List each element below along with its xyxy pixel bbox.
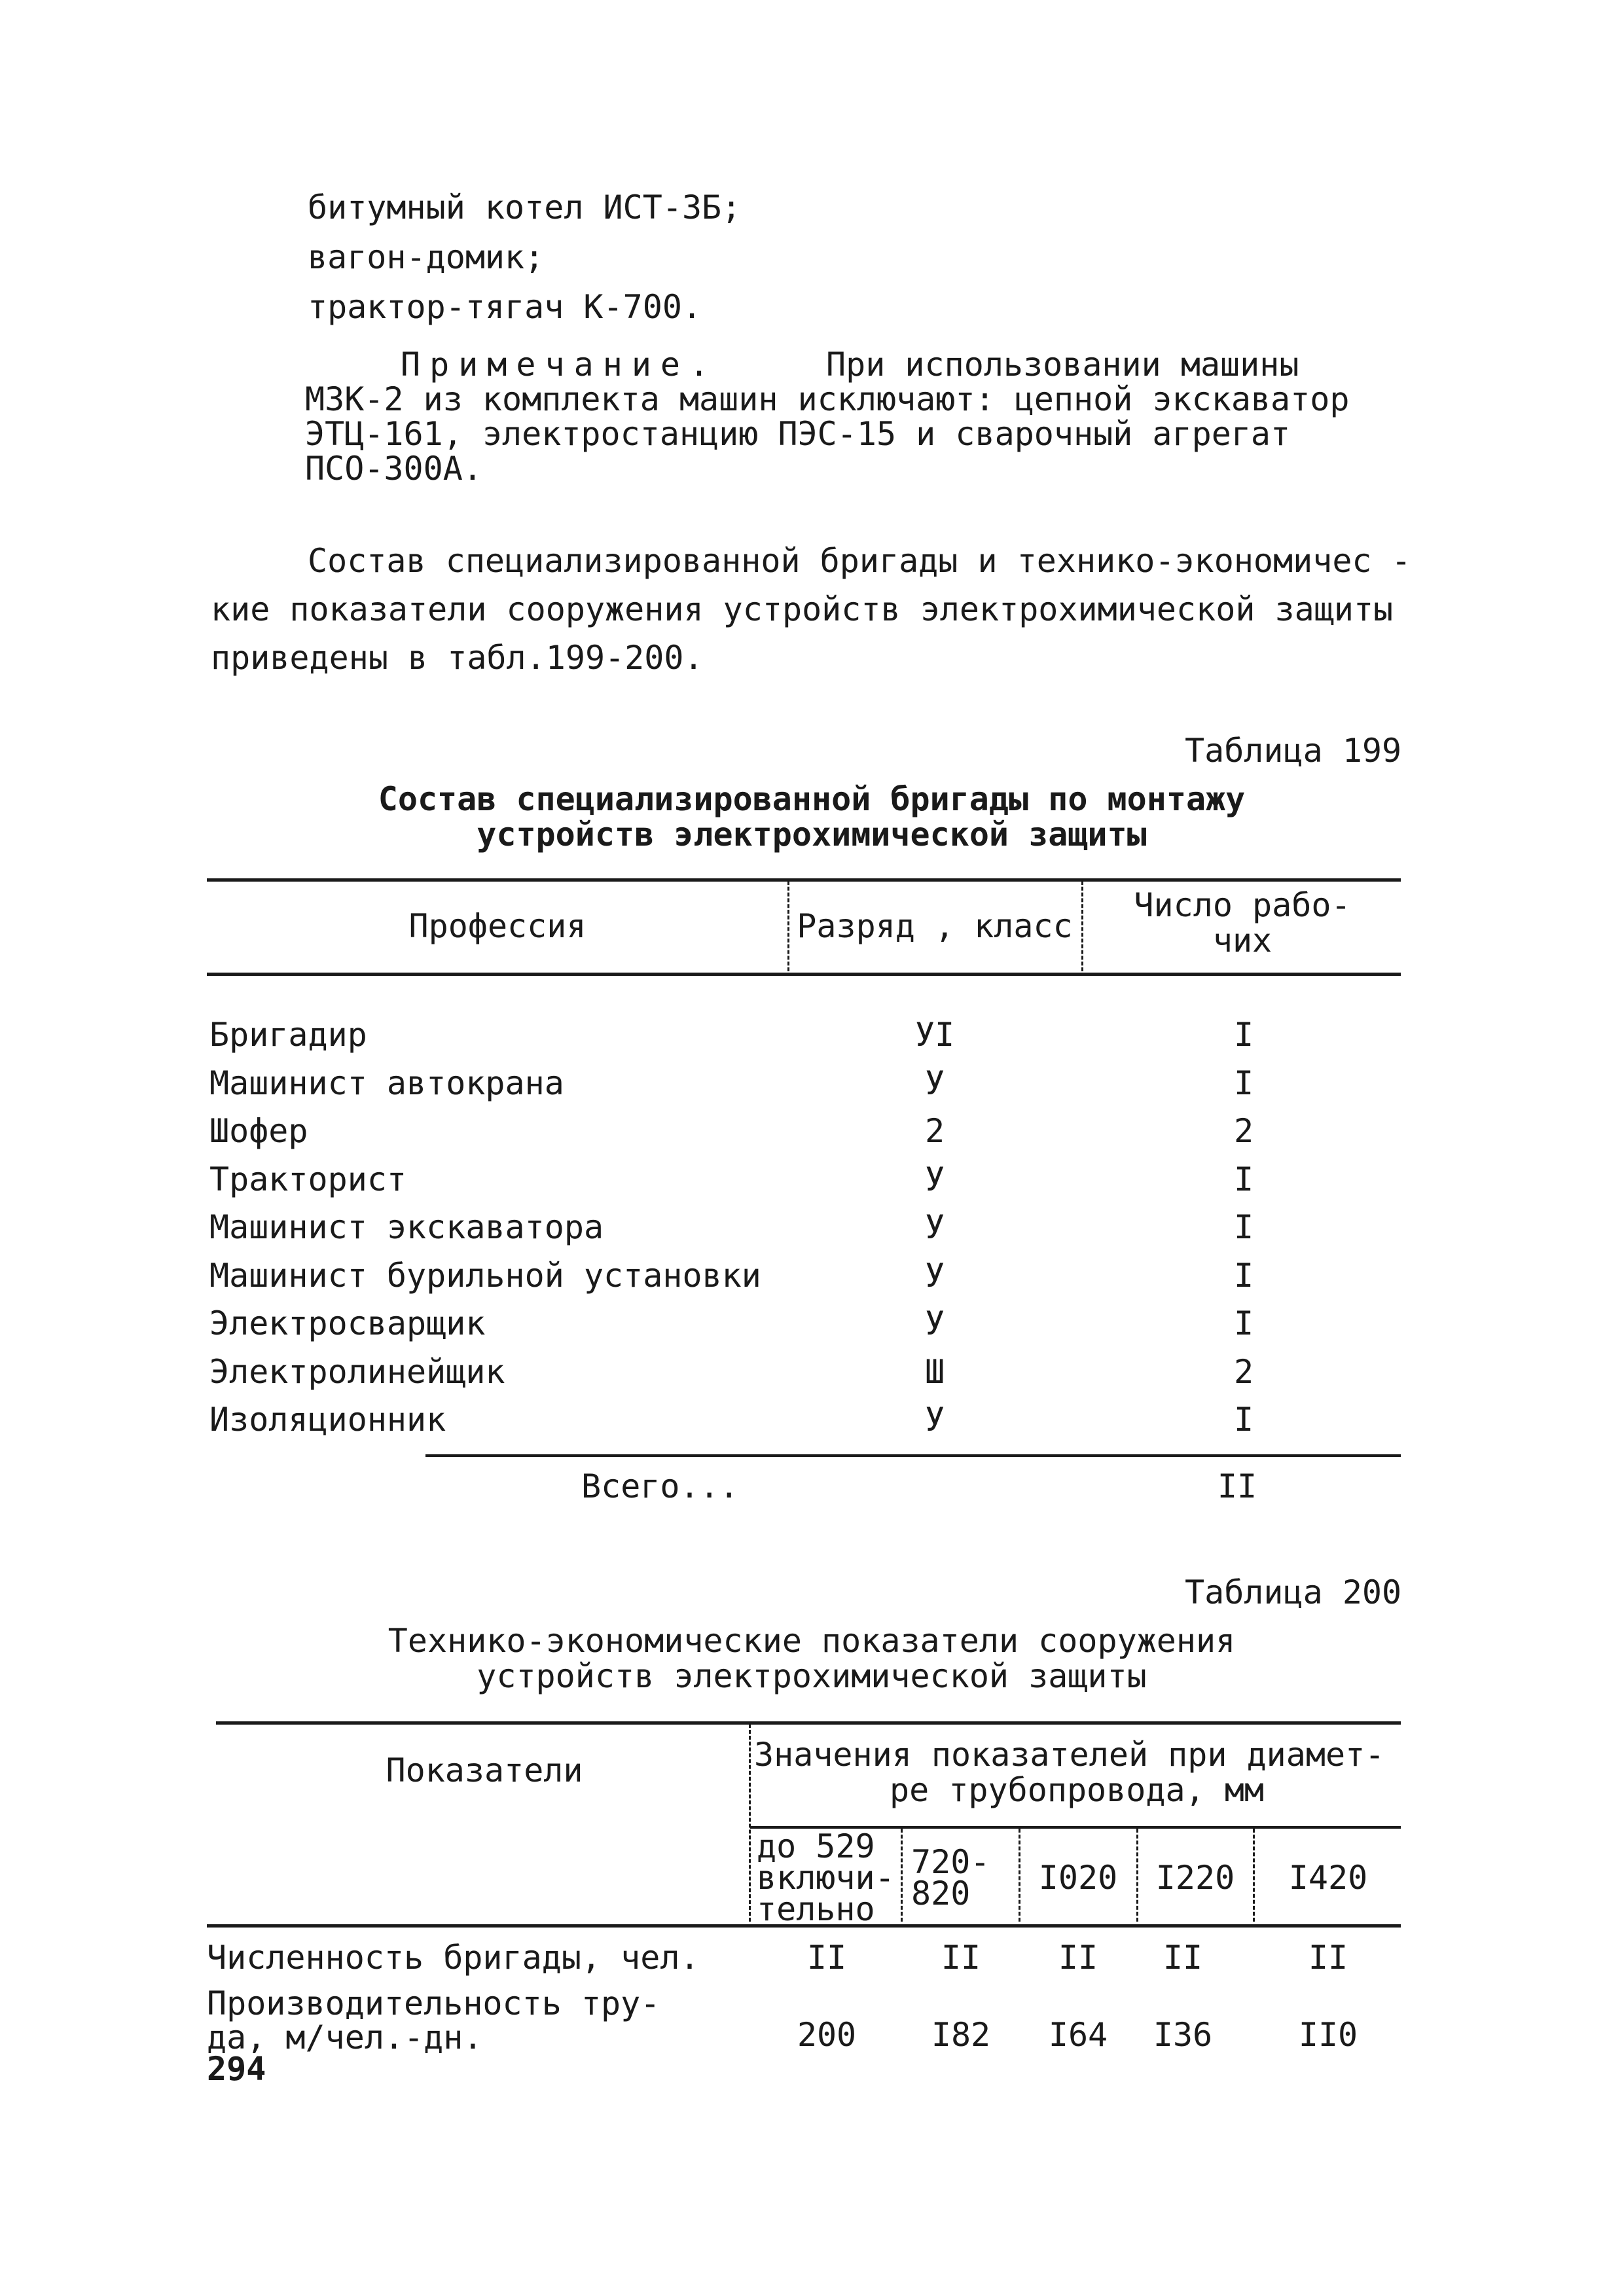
table200-row1-val4: II (1163, 1939, 1203, 1977)
table199-cell-profession: Машинист бурильной установки (209, 1257, 761, 1295)
table199-cell-grade: У (924, 1160, 945, 1198)
table200-col-divider-1 (901, 1829, 903, 1922)
table200-title-line-2: устройств электрохимической защиты (477, 1657, 1147, 1695)
table199-cell-grade: У (924, 1208, 945, 1246)
table200-col4-header: I220 (1155, 1859, 1235, 1897)
table199-header-rule (207, 973, 1401, 976)
table199-cell-grade: У (924, 1401, 945, 1439)
equipment-line-2: вагон-домик; (308, 238, 545, 276)
table199-header-profession: Профессия (408, 907, 586, 945)
table199-cell-grade: 2 (924, 1112, 945, 1150)
table199-cell-workers: I (1233, 1016, 1254, 1054)
table199-col-divider-1 (787, 881, 789, 971)
table200-title-line-1: Технико-экономические показатели сооружения (388, 1622, 1236, 1660)
table199-cell-profession: Машинист экскаватора (209, 1208, 604, 1246)
table199-total-value: II (1217, 1467, 1257, 1505)
table200-col-divider-2 (1019, 1829, 1020, 1922)
table200-row1-val3: II (1058, 1939, 1098, 1977)
table199-header-grade: Разряд , класс (797, 907, 1073, 945)
table200-col2-header-line-1: 720- (911, 1843, 990, 1881)
note-line-2: МЗК-2 из комплекта машин исключают: цепной экскаватор (305, 380, 1350, 418)
table200-col-divider-3 (1136, 1829, 1138, 1922)
table199-total-rule (425, 1454, 1401, 1457)
table200-row2-val1: 200 (797, 2016, 857, 2054)
table200-row2-val4: I36 (1153, 2016, 1213, 2054)
table199-cell-workers: I (1233, 1208, 1254, 1246)
table199-cell-grade: У (924, 1304, 945, 1342)
table199-cell-workers: 2 (1233, 1353, 1254, 1391)
table200-label: Таблица 200 (1185, 1573, 1402, 1611)
table199-cell-workers: I (1233, 1064, 1254, 1102)
table199-header-workers-line-2: чих (1212, 922, 1272, 960)
table200-header-rule (207, 1924, 1401, 1928)
table199-cell-grade: У (924, 1064, 945, 1102)
equipment-line-3: трактор-тягач К-700. (308, 288, 702, 326)
table199-cell-workers: 2 (1233, 1112, 1254, 1150)
table199-cell-workers: I (1233, 1257, 1254, 1295)
table199-cell-grade: УI (914, 1016, 955, 1054)
table200-row2-val2: I82 (931, 2016, 991, 2054)
table199-header-workers-line-1: Число рабо- (1134, 886, 1351, 924)
intro-line-1: Состав специализированной бригады и технико-экономичес - (308, 542, 1411, 580)
table199-cell-profession: Тракторист (209, 1160, 407, 1198)
table200-col1-header-line-1: до 529 (757, 1827, 875, 1865)
table200-col-divider-4 (1253, 1829, 1255, 1922)
table200-col1-header-line-2: включи- (757, 1859, 895, 1897)
table200-col1-header-line-3: тельно (757, 1890, 875, 1928)
note-line-1: При использовании машины (826, 346, 1299, 384)
table200-row2-val3: I64 (1048, 2016, 1108, 2054)
table199-label: Таблица 199 (1185, 732, 1402, 770)
table199-title-line-2: устройств электрохимической защиты (477, 816, 1147, 853)
table200-row1-val1: II (806, 1939, 847, 1977)
intro-line-3: приведены в табл.199-200. (211, 639, 704, 677)
page-number: 294 (207, 2050, 266, 2088)
table200-header-indicators: Показатели (386, 1751, 583, 1789)
table199-cell-grade: Ш (924, 1353, 945, 1391)
table199-cell-profession: Бригадир (209, 1016, 367, 1054)
table200-divider-main (749, 1724, 751, 1922)
table200-row1-val5: II (1308, 1939, 1348, 1977)
note-line-4: ПСО-300А. (305, 450, 482, 488)
table200-top-rule (216, 1721, 1401, 1725)
equipment-line-1: битумный котел ИСТ-3Б; (308, 188, 742, 226)
table200-col5-header: I420 (1288, 1859, 1368, 1897)
table199-total-label: Всего... (581, 1467, 739, 1505)
table199-cell-profession: Машинист автокрана (209, 1064, 564, 1102)
table199-cell-profession: Изоляционник (209, 1401, 446, 1439)
table200-col3-header: I020 (1038, 1859, 1118, 1897)
table199-cell-profession: Электросварщик (209, 1304, 486, 1342)
table199-top-rule (207, 878, 1401, 882)
table199-cell-workers: I (1233, 1304, 1254, 1342)
note-label: Примечание. (401, 346, 719, 384)
table199-cell-workers: I (1233, 1160, 1254, 1198)
table199-cell-profession: Электролинейщик (209, 1353, 505, 1391)
table200-row1-name: Численность бригады, чел. (207, 1939, 700, 1977)
table200-header-values-line-2: ре трубопровода, мм (890, 1771, 1264, 1809)
table199-cell-workers: I (1233, 1401, 1254, 1439)
intro-line-2: кие показатели сооружения устройств электрохимической защиты (211, 590, 1394, 628)
table199-cell-profession: Шофер (209, 1112, 308, 1150)
note-line-3: ЭТЦ-161, электростанцию ПЭС-15 и сварочный агрегат (305, 415, 1291, 453)
table200-row1-val2: II (941, 1939, 981, 1977)
table199-title-line-1: Состав специализированной бригады по монтажу (378, 780, 1246, 818)
table199-cell-grade: У (924, 1257, 945, 1295)
table200-col2-header-line-2: 820 (911, 1874, 971, 1912)
table199-col-divider-2 (1081, 881, 1083, 971)
table200-row2-val5: II0 (1298, 2016, 1358, 2054)
table200-header-values-line-1: Значения показателей при диамет- (754, 1736, 1385, 1774)
table200-row2-name-line-1: Производительность тру- (207, 1984, 660, 2022)
table200-row2-name-line-2: да, м/чел.-дн. (207, 2018, 483, 2056)
